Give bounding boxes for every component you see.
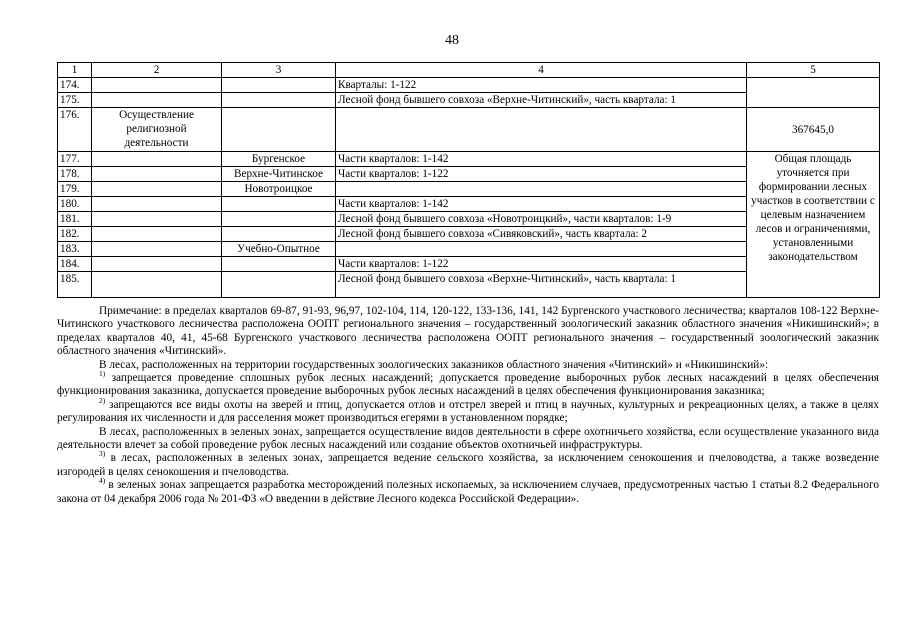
cell-district bbox=[222, 93, 336, 108]
cell-district bbox=[222, 257, 336, 272]
footnote-paragraph bbox=[57, 449, 879, 479]
cell-purpose bbox=[92, 152, 222, 167]
cell-quarters: Части кварталов: 1-122 bbox=[336, 257, 747, 272]
table-header-row bbox=[58, 63, 880, 78]
cell-district bbox=[222, 197, 336, 212]
cell-quarters: Лесной фонд бывшего совхоза «Сивяковский», часть квартала: 2 bbox=[336, 227, 747, 242]
cell-quarters: Части кварталов: 1-142 bbox=[336, 152, 747, 167]
cell-purpose bbox=[92, 257, 222, 272]
cell-district: Учебно-Опытное bbox=[222, 242, 336, 257]
cell-district: Верхне-Читинское bbox=[222, 167, 336, 182]
footnote-marker: 3) bbox=[99, 449, 106, 459]
header-cell-5: 5 bbox=[747, 63, 880, 78]
cell-quarters: Лесной фонд бывшего совхоза «Верхне-Читинский», часть квартала: 1 bbox=[336, 93, 747, 108]
footnote-marker: 4) bbox=[99, 476, 106, 486]
footnote-paragraph bbox=[57, 369, 879, 399]
footnote-text: в лесах, расположенных в зеленых зонах, запрещается ведение сельского хозяйства, за исключением сенокошения и пчеловодства, а также возведение изгородей в целях сенокошения и пчеловодства. bbox=[57, 452, 879, 478]
cell-quarters bbox=[336, 242, 747, 257]
row-number: 176. bbox=[58, 108, 92, 152]
forest-table bbox=[57, 62, 880, 298]
cell-district bbox=[222, 78, 336, 93]
cell-quarters bbox=[336, 182, 747, 197]
cell-purpose bbox=[92, 182, 222, 197]
row-number: 185. bbox=[58, 272, 92, 298]
cell-purpose bbox=[92, 272, 222, 298]
cell-district bbox=[222, 227, 336, 242]
note-paragraph: В лесах, расположенных в зеленых зонах, запрещается осуществление видов деятельности в сфере охотничьего хозяйства, если осуществление указанного вида деятельности влечет за собой проведение рубок лесных насаждений или создание объектов охотничьей инфраструктуры. bbox=[57, 425, 879, 452]
cell-purpose bbox=[92, 167, 222, 182]
header-cell-1: 1 bbox=[58, 63, 92, 78]
note-paragraph: В лесах, расположенных на территории государственных зоологических заказников областного значения «Читинский» и «Никишинский»: bbox=[99, 358, 769, 371]
footnote-text: запрещается проведение сплошных рубок лесных насаждений; допускается проведение выборочных рубок лесных насаждений в целях обеспечения функционирования заказника, допускается проведение выборочных рубок лесных насаждений в целях обеспечения функционирования заказника; bbox=[57, 372, 879, 398]
cell-quarters: Кварталы: 1-122 bbox=[336, 78, 747, 93]
footnote-marker: 1) bbox=[99, 369, 106, 379]
page-number: 48 bbox=[445, 33, 459, 48]
row-number: 175. bbox=[58, 93, 92, 108]
cell-quarters: Лесной фонд бывшего совхоза «Верхне-Читинский», часть квартала: 1 bbox=[336, 272, 747, 298]
cell-purpose bbox=[92, 197, 222, 212]
row-number: 179. bbox=[58, 182, 92, 197]
row-number: 174. bbox=[58, 78, 92, 93]
footnote-paragraph bbox=[57, 476, 879, 506]
cell-area-note: Общая площадь уточняется при формировании лесных участков в соответствии с целевым назначением лесов и ограничениями, установленными законодательством bbox=[747, 152, 880, 298]
table-row bbox=[58, 108, 880, 152]
cell-purpose: Осуществление религиозной деятельности bbox=[92, 108, 222, 152]
cell-purpose bbox=[92, 227, 222, 242]
cell-district bbox=[222, 272, 336, 298]
cell-purpose bbox=[92, 212, 222, 227]
cell-quarters: Лесной фонд бывшего совхоза «Новотроицкий», части кварталов: 1-9 bbox=[336, 212, 747, 227]
cell-district: Бургенское bbox=[222, 152, 336, 167]
cell-quarters: Части кварталов: 1-122 bbox=[336, 167, 747, 182]
footnote-text: запрещаются все виды охоты на зверей и птиц, допускается отлов и отстрел зверей и птиц в научных, культурных и рекреационных целях, а также в целях регулирования их численности и для расселения может производиться егерями в установленном порядке; bbox=[57, 398, 879, 425]
note-paragraph: Примечание: в пределах кварталов 69-87, 91-93, 96,97, 102-104, 114, 120-122, 133-136, 141, 142 Бургенского участкового лесничества; кварталов 108-122 Верхне-Читинского участкового лесничества расположена ООПТ регионального значения – государственный зоологический заказник областного значения «Никишинский»; в пределах кварталов 40, 41, 45-68 Бургенского участкового лесничества расположена ООПТ регионального значения – государственный зоологический заказник областного значения «Читинский». bbox=[57, 305, 879, 358]
cell-purpose bbox=[92, 78, 222, 93]
cell-quarters bbox=[336, 108, 747, 152]
row-number: 178. bbox=[58, 167, 92, 182]
cell-purpose bbox=[92, 93, 222, 108]
header-cell-2: 2 bbox=[92, 63, 222, 78]
footnote-text: в зеленых зонах запрещается разработка месторождений полезных ископаемых, за исключением случаев, предусмотренных частью 1 статьи 8.2 Федерального закона от 04 декабря 2006 года № 201-ФЗ «О введении в действие Лесного кодекса Российской Федерации». bbox=[57, 479, 879, 505]
header-cell-3: 3 bbox=[222, 63, 336, 78]
row-number: 183. bbox=[58, 242, 92, 257]
row-number: 184. bbox=[58, 257, 92, 272]
notes-section bbox=[57, 305, 879, 506]
cell-area-value: 367645,0 bbox=[747, 108, 880, 152]
row-number: 177. bbox=[58, 152, 92, 167]
row-number: 180. bbox=[58, 197, 92, 212]
cell-quarters: Части кварталов: 1-142 bbox=[336, 197, 747, 212]
row-number: 182. bbox=[58, 227, 92, 242]
cell-area bbox=[747, 78, 880, 108]
table-row bbox=[58, 78, 880, 93]
row-number: 181. bbox=[58, 212, 92, 227]
table-row bbox=[58, 152, 880, 167]
cell-district bbox=[222, 108, 336, 152]
footnote-paragraph bbox=[57, 396, 879, 426]
cell-district bbox=[222, 212, 336, 227]
header-cell-4: 4 bbox=[336, 63, 747, 78]
footnote-marker: 2) bbox=[99, 396, 106, 406]
cell-purpose bbox=[92, 242, 222, 257]
cell-district: Новотроицкое bbox=[222, 182, 336, 197]
